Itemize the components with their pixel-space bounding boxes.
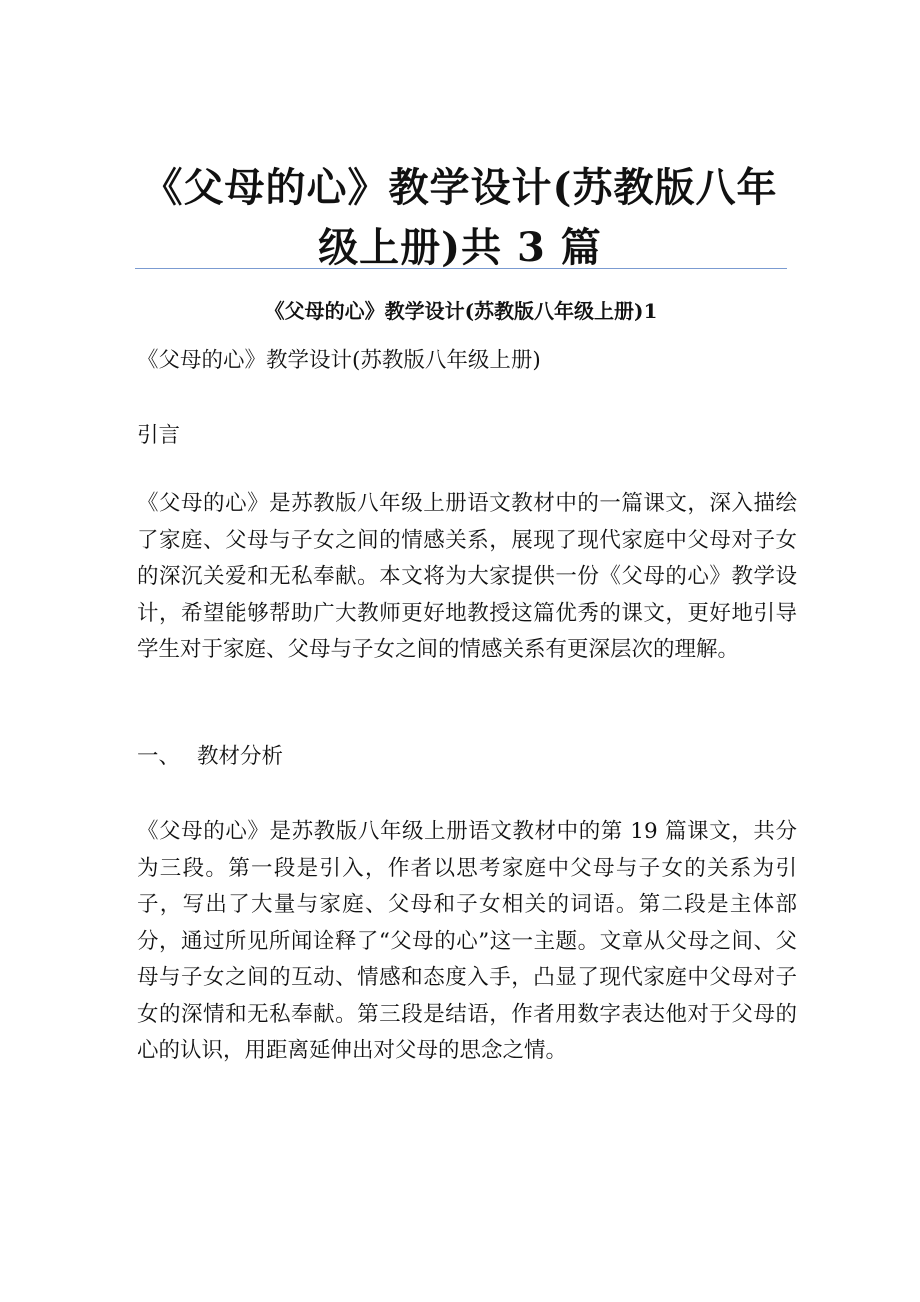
intro-label: 引言	[137, 423, 181, 448]
title-divider	[135, 268, 787, 269]
section-number: 一、	[137, 744, 181, 769]
document-title	[130, 158, 790, 278]
section-subtitle: 《父母的心》教学设计(苏教版八年级上册)1	[264, 299, 658, 323]
section-paragraph: 《父母的心》是苏教版八年级上册语文教材中的第 19 篇课文，共分为三段。第一段是引入，作者以思考家庭中父母与子女的关系为引子，写出了大量与家庭、父母和子女相关的词语。第二段是主体部分，通过所见所闻诠释了“父母的心”这一主题。文章从父母之间、父母与子女之间的互动、情感和态度入手，凸显了现代家庭中父母对子女的深情和无私奉献。第三段是结语，作者用数字表达他对于父母的心的认识，用距离延伸出对父母的思念之情。	[137, 819, 797, 1063]
document-title-line1: 《父母的心》教学设计(苏教版八年	[142, 164, 778, 211]
intro-paragraph: 《父母的心》是苏教版八年级上册语文教材中的一篇课文，深入描绘了家庭、父母与子女之间的情感关系，展现了现代家庭中父母对子女的深沉关爱和无私奉献。本文将为大家提供一份《父母的心》教学设计，希望能够帮助广大教师更好地教授这篇优秀的课文，更好地引导学生对于家庭、父母与子女之间的情感关系有更深层次的理解。	[137, 491, 797, 662]
doc-heading: 《父母的心》教学设计(苏教版八年级上册)	[137, 348, 541, 373]
section-title: 教材分析	[197, 744, 284, 769]
section-heading	[137, 742, 797, 772]
document-title-line2: 级上册)共 3 篇	[318, 224, 602, 271]
